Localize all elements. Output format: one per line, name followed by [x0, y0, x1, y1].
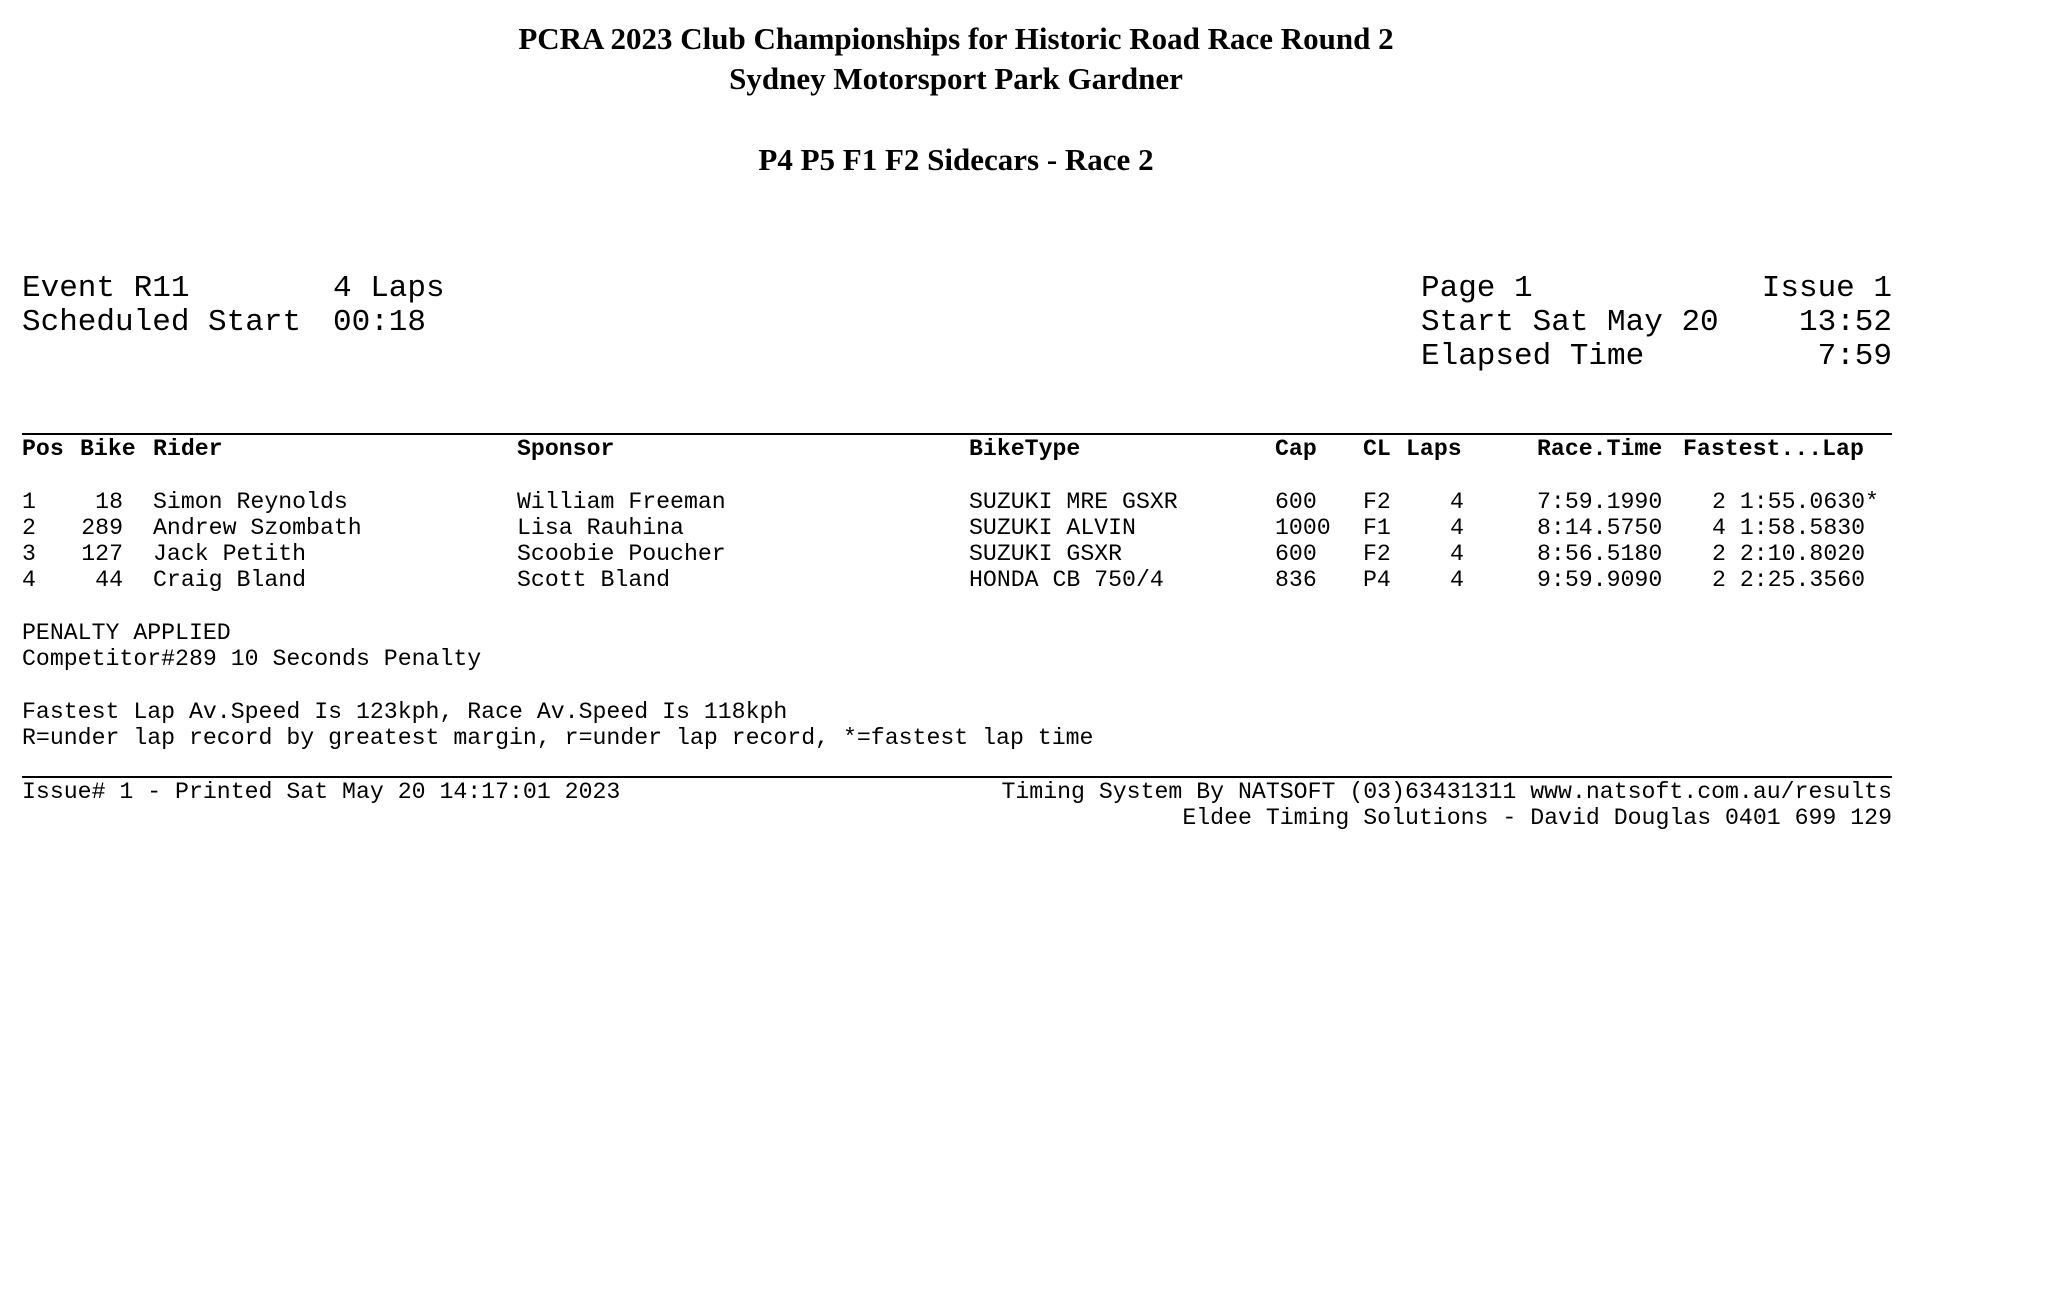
issue-label: Issue 1: [1761, 271, 1892, 306]
page-label: Page 1: [1421, 271, 1533, 306]
penalty-detail: Competitor#289 10 Seconds Penalty: [22, 646, 482, 672]
cell-rider: Craig Bland: [153, 567, 307, 593]
venue-title: Sydney Motorsport Park Gardner: [729, 61, 1183, 96]
event-label: Event R11: [22, 271, 190, 306]
cell-pos: 1: [22, 489, 36, 515]
col-sponsor-header: Sponsor: [517, 436, 615, 462]
col-pos-header: Pos: [22, 436, 64, 462]
cell-bike: 44: [95, 567, 123, 593]
header-divider: [22, 433, 1892, 435]
cell-fastest: 2 2:25.3560: [1712, 567, 1866, 593]
cell-pos: 2: [22, 515, 36, 541]
cell-cap: 600: [1275, 541, 1317, 567]
cell-laps: 4: [1450, 515, 1464, 541]
cell-sponsor: Scott Bland: [517, 567, 671, 593]
cell-sponsor: William Freeman: [517, 489, 726, 515]
cell-rider: Simon Reynolds: [153, 489, 348, 515]
laps-label: 4 Laps: [333, 271, 445, 306]
cell-racetime: 7:59.1990: [1537, 489, 1663, 515]
cell-racetime: 8:14.5750: [1537, 515, 1663, 541]
start-time: 13:52: [1798, 305, 1892, 340]
issue-printed: Issue# 1 - Printed Sat May 20 14:17:01 2023: [22, 779, 621, 805]
cell-bike: 289: [81, 515, 123, 541]
cell-biketype: SUZUKI MRE GSXR: [969, 489, 1178, 515]
cell-racetime: 8:56.5180: [1537, 541, 1663, 567]
cell-cl: F1: [1363, 515, 1391, 541]
timing-system: Timing System By NATSOFT (03)63431311 www.natsoft.com.au/results: [1001, 779, 1892, 805]
col-laps-header: Laps: [1406, 436, 1462, 462]
col-bike-header: Bike: [80, 436, 136, 462]
cell-rider: Andrew Szombath: [153, 515, 362, 541]
cell-biketype: SUZUKI GSXR: [969, 541, 1123, 567]
cell-laps: 4: [1450, 489, 1464, 515]
timing-credits: Eldee Timing Solutions - David Douglas 0401 699 129: [1182, 805, 1892, 831]
penalty-title: PENALTY APPLIED: [22, 620, 231, 646]
elapsed-time: 7:59: [1817, 339, 1892, 374]
col-cap-header: Cap: [1275, 436, 1317, 462]
cell-bike: 127: [81, 541, 123, 567]
cell-sponsor: Scoobie Poucher: [517, 541, 726, 567]
scheduled-time: 00:18: [333, 305, 427, 340]
col-cl-header: CL: [1363, 436, 1391, 462]
cell-fastest: 2 1:55.0630*: [1712, 489, 1879, 515]
cell-cap: 836: [1275, 567, 1317, 593]
cell-sponsor: Lisa Rauhina: [517, 515, 684, 541]
cell-biketype: HONDA CB 750/4: [969, 567, 1164, 593]
cell-laps: 4: [1450, 567, 1464, 593]
cell-cap: 600: [1275, 489, 1317, 515]
race-title: P4 P5 F1 F2 Sidecars - Race 2: [758, 142, 1154, 177]
col-racetime-header: Race.Time: [1537, 436, 1663, 462]
cell-biketype: SUZUKI ALVIN: [969, 515, 1136, 541]
footer-divider: [22, 776, 1892, 778]
cell-cl: F2: [1363, 541, 1391, 567]
cell-laps: 4: [1450, 541, 1464, 567]
cell-cl: P4: [1363, 567, 1391, 593]
cell-cl: F2: [1363, 489, 1391, 515]
col-biketype-header: BikeType: [969, 436, 1081, 462]
cell-pos: 4: [22, 567, 36, 593]
start-label: Start Sat May 20: [1421, 305, 1719, 340]
cell-bike: 18: [95, 489, 123, 515]
col-rider-header: Rider: [153, 436, 223, 462]
elapsed-label: Elapsed Time: [1421, 339, 1645, 374]
page-title: PCRA 2023 Club Championships for Historic Road Race Round 2: [518, 21, 1394, 56]
cell-pos: 3: [22, 541, 36, 567]
cell-racetime: 9:59.9090: [1537, 567, 1663, 593]
cell-fastest: 4 1:58.5830: [1712, 515, 1866, 541]
record-legend: R=under lap record by greatest margin, r=under lap record, *=fastest lap time: [22, 725, 1094, 751]
scheduled-label: Scheduled Start: [22, 305, 302, 340]
cell-cap: 1000: [1275, 515, 1331, 541]
col-fastest-header: Fastest...Lap: [1683, 436, 1864, 462]
cell-fastest: 2 2:10.8020: [1712, 541, 1866, 567]
speed-note: Fastest Lap Av.Speed Is 123kph, Race Av.Speed Is 118kph: [22, 699, 788, 725]
cell-rider: Jack Petith: [153, 541, 307, 567]
